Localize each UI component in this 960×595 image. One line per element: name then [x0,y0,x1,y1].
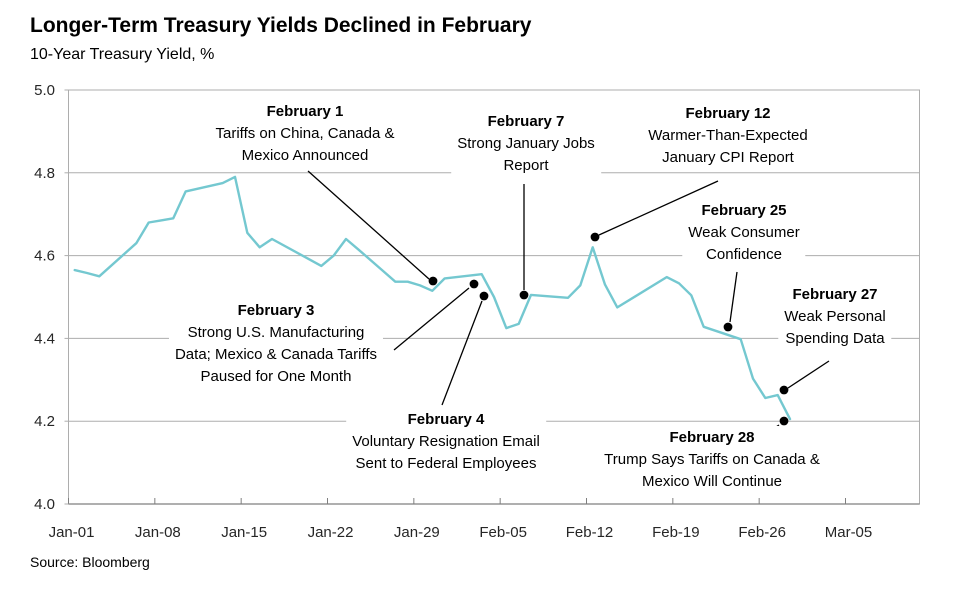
annotation-dot-feb-12 [591,233,600,242]
x-tick-label: Jan-22 [307,524,354,541]
annotation-leader-feb-12 [599,181,718,235]
annotation-feb-1-line-2: Mexico Announced [241,147,369,164]
y-tick-label: 4.6 [34,247,55,265]
annotation-feb-12-line-2: January CPI Report [662,149,794,166]
x-tick-label: Mar-05 [824,524,873,541]
y-tick-label: 5.0 [34,82,55,99]
annotation-dot-feb-28 [780,417,789,426]
annotation-dot-feb-4 [480,292,489,301]
chart-subtitle: 10-Year Treasury Yield, % [30,46,215,63]
annotation-feb-4-title: February 4 [407,411,485,428]
annotation-dot-feb-27 [780,386,789,395]
yield-line [75,177,790,419]
annotation-feb-25-title: February 25 [701,202,787,219]
annotation-feb-27-line-1: Weak Personal [784,308,886,325]
y-tick-label: 4.0 [34,496,55,513]
annotation-feb-28-line-2: Mexico Will Continue [641,473,783,490]
annotation-feb-28-title: February 28 [669,429,755,446]
annotation-feb-27-title: February 27 [792,286,878,303]
annotation-leader-feb-25 [730,272,737,322]
annotation-feb-12-line-1: Warmer-Than-Expected [648,127,808,144]
annotation-dot-feb-1 [429,277,438,286]
annotation-feb-25-line-1: Weak Consumer [688,224,800,241]
annotation-feb-12-title: February 12 [685,105,771,122]
annotation-feb-1-line-1: Tariffs on China, Canada & [215,125,395,142]
annotation-leader-feb-3 [394,288,469,350]
annotation-feb-3-title: February 3 [237,302,315,319]
x-tick-label: Feb-12 [565,524,614,541]
x-tick-label: Jan-08 [134,524,181,541]
annotation-dot-feb-25 [724,323,733,332]
annotation-feb-3-line-3: Paused for One Month [200,368,352,385]
x-tick-label: Feb-19 [652,524,700,541]
x-tick-label: Jan-15 [221,524,268,541]
annotation-dot-feb-7 [520,291,529,300]
annotation-feb-28-line-1: Trump Says Tariffs on Canada & [604,451,820,468]
annotation-leader-feb-4 [442,301,482,405]
annotation-leader-feb-27 [788,361,829,388]
annotation-feb-7-line-1: Strong January Jobs [457,135,595,152]
x-tick-label: Jan-01 [48,524,95,541]
page-title: Longer-Term Treasury Yields Declined in February [30,14,532,37]
source-note: Source: Bloomberg [30,554,150,570]
y-tick-label: 4.8 [34,164,55,182]
x-tick-label: Jan-29 [393,524,440,541]
x-tick-label: Feb-05 [479,524,527,541]
y-tick-label: 4.2 [34,413,55,431]
y-tick-label: 4.4 [34,330,55,348]
annotation-dot-feb-3 [470,280,479,289]
annotation-feb-3-line-2: Data; Mexico & Canada Tariffs [174,346,378,363]
x-tick-label: Feb-26 [738,524,786,541]
annotation-feb-4-line-2: Sent to Federal Employees [355,455,537,472]
annotation-feb-3-line-1: Strong U.S. Manufacturing [187,324,365,341]
annotation-feb-25-line-2: Confidence [706,246,782,263]
annotation-feb-1-title: February 1 [266,103,344,120]
annotation-feb-4-line-1: Voluntary Resignation Email [352,433,540,450]
annotation-leader-feb-28 [767,425,779,433]
annotation-feb-27-line-2: Spending Data [785,330,885,347]
annotation-feb-7-title: February 7 [487,113,565,130]
annotation-feb-7-line-2: Report [503,157,549,174]
